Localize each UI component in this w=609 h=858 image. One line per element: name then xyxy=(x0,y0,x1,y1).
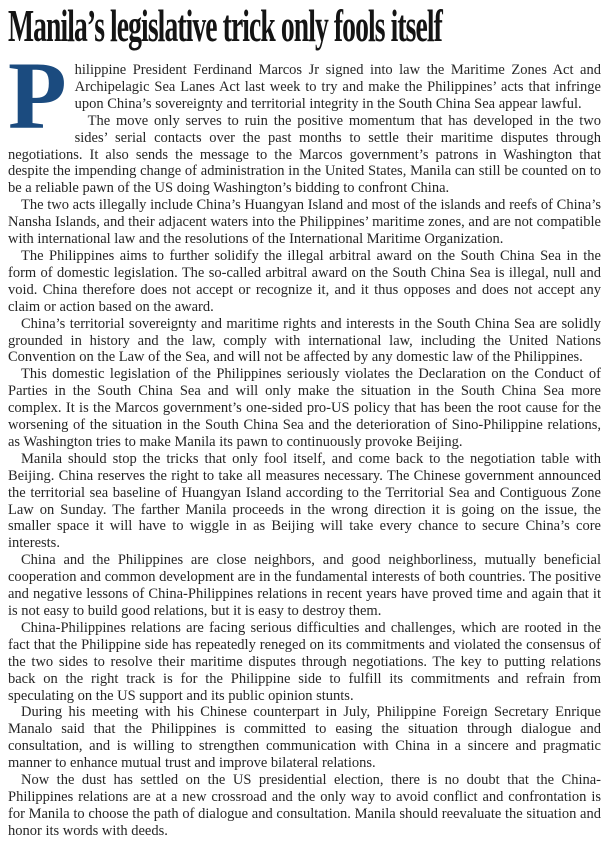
paragraph-3: The two acts illegally include China’s Huangyan Island and most of the islands and reefs of China’s Nansha Islands, and their adjacent waters into the Philippines’ maritime zones, and are not compatible with international law and the resolutions of the International Maritime Organization. xyxy=(8,197,601,248)
paragraph-10: During his meeting with his Chinese counterpart in July, Philippine Foreign Secretary Enrique Manalo said that the Philippines is committed to easing the situation through dialogue and consultation, and is willing to strengthen communication with China in a sincere and pragmatic manner to enhance mutual trust and improve bilateral relations. xyxy=(8,704,601,772)
paragraph-4: The Philippines aims to further solidify the illegal arbitral award on the South China Sea in the form of domestic legislation. The so-called arbitral award on the South China Sea is illegal, null and void. China therefore does not accept or recognize it, and it thus opposes and does not accept any claim or action based on the award. xyxy=(8,247,601,315)
article-body xyxy=(8,42,601,840)
lead-paragraph-text: hilippine President Ferdinand Marcos Jr signed into law the Maritime Zones Act and Archipelagic Sea Lanes Act last week to try and make the Philippines’ acts that infringe upon China’s sovereignty and territorial integrity in the South China Sea appear lawful. xyxy=(74,62,601,112)
paragraph-8: China and the Philippines are close neighbors, and good neighborliness, mutually beneficial cooperation and common development are in the fundamental interests of both countries. The positive and negative lessons of China-Philippines relations in recent years have proved time and again that it is not easy to build good relations, but it is easy to destroy them. xyxy=(8,552,601,619)
article-title: Manila’s legislative trick only fools itself xyxy=(8,0,442,51)
paragraph-9: China-Philippines relations are facing serious difficulties and challenges, which are rooted in the fact that the Philippine side has repeatedly reneged on its commitments and violated the consensus of the two sides to resolve their maritime disputes through negotiations. The key to putting relations back on the right track is for the Philippine side to fulfill its commitments and refrain from speculating on the US support and its public opinion stunts. xyxy=(8,619,601,704)
paragraph-7: Manila should stop the tricks that only fool itself, and come back to the negotiation table with Beijing. China reserves the right to take all measures necessary. The Chinese government announced the territorial sea baseline of Huangyan Island according to the Territorial Sea and Contiguous Zone Law on Sunday. The farther Manila proceeds in the wrong direction it is going on the issue, the smaller space it will have to wiggle in as Beijing will take every chance to secure China’s core interests. xyxy=(8,450,601,552)
lead-paragraph xyxy=(8,42,601,149)
paragraph-6: This domestic legislation of the Philippines seriously violates the Declaration on the Conduct of Parties in the South China Sea and will only make the situation in the South China Sea more complex. It is the Marcos government’s one-sided pro-US policy that has been the root cause for the worsening of the situation in the South China Sea and the deterioration of Sino-Philippine relations, as Washington tries to make Manila its pawn to continuously provoke Beijing. xyxy=(8,366,601,450)
drop-cap: P xyxy=(8,42,67,149)
paragraph-11: Now the dust has settled on the US presidential election, there is no doubt that the China-Philippines relations are at a new crossroad and the only way to avoid conflict and confrontation is for Manila to choose the path of dialogue and consultation. Manila should reevaluate the situation and honor its words with deeds. xyxy=(8,772,601,839)
paragraph-2: The move only serves to ruin the positive momentum that has developed in the two sides’ serial contacts over the past months to settle their maritime disputes through negotiations. It also sends the message to the Marcos government’s patrons in Washington that despite the impending change of administration in the United States, Manila can still be counted on to be a reliable pawn of the US doing Washington’s bidding to confront China. xyxy=(8,112,601,197)
paragraph-5: China’s territorial sovereignty and maritime rights and interests in the South China Sea are solidly grounded in history and the law, comply with international law, including the United Nations Convention on the Law of the Sea, and will not be affected by any domestic law of the Philippines. xyxy=(8,315,601,366)
